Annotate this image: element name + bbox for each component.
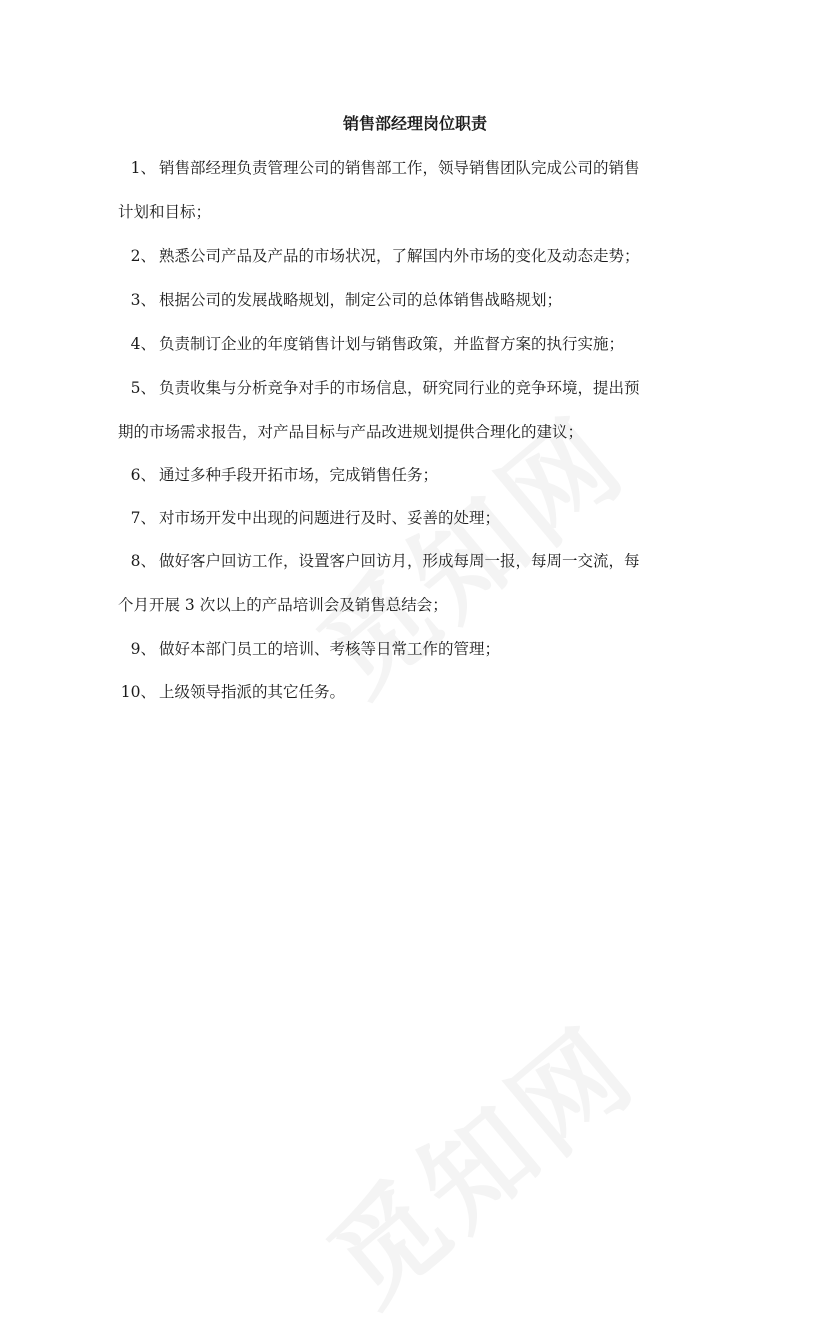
item-number: 10、 [120, 683, 156, 701]
item-number: 6、 [130, 466, 156, 484]
list-item [118, 376, 718, 400]
list-item [118, 156, 718, 180]
item-text: 做好客户回访工作，设置客户回访月，形成每周一报，每周一交流，每 [159, 552, 640, 570]
item-number: 1、 [130, 159, 156, 177]
item-number: 8、 [130, 552, 156, 570]
item-text: 做好本部门员工的培训、考核等日常工作的管理； [159, 640, 501, 658]
item-number: 9、 [130, 640, 156, 658]
list-item [118, 549, 718, 573]
item-text: 通过多种手段开拓市场，完成销售任务； [159, 466, 439, 484]
item-continuation: 期的市场需求报告，对产品目标与产品改进规划提供合理化的建议； [118, 423, 584, 441]
list-item [118, 506, 718, 530]
item-number: 4、 [130, 335, 156, 353]
document-title: 销售部经理岗位职责 [342, 114, 487, 133]
list-item [118, 332, 718, 356]
list-item [118, 680, 718, 704]
list-item [118, 637, 718, 661]
list-item [118, 288, 718, 312]
list-item [118, 463, 718, 487]
item-text: 销售部经理负责管理公司的销售部工作，领导销售团队完成公司的销售 [159, 159, 640, 177]
item-continuation: 计划和目标； [118, 203, 212, 221]
watermark [291, 985, 664, 1333]
item-number: 2、 [130, 247, 156, 265]
item-text: 上级领导指派的其它任务。 [159, 683, 346, 701]
item-number: 3、 [130, 291, 156, 309]
list-item [118, 244, 718, 268]
item-text: 负责收集与分析竞争对手的市场信息，研究同行业的竞争环境，提出预 [159, 379, 640, 397]
item-continuation: 个月开展 3 次以上的产品培训会及销售总结会； [118, 596, 448, 614]
item-number: 5、 [130, 379, 156, 397]
item-number: 7、 [130, 509, 156, 527]
item-text: 对市场开发中出现的问题进行及时、妥善的处理； [159, 509, 501, 527]
item-text: 负责制订企业的年度销售计划与销售政策，并监督方案的执行实施； [159, 335, 625, 353]
item-text: 熟悉公司产品及产品的市场状况，了解国内外市场的变化及动态走势； [159, 247, 640, 265]
item-text: 根据公司的发展战略规划，制定公司的总体销售战略规划； [159, 291, 563, 309]
